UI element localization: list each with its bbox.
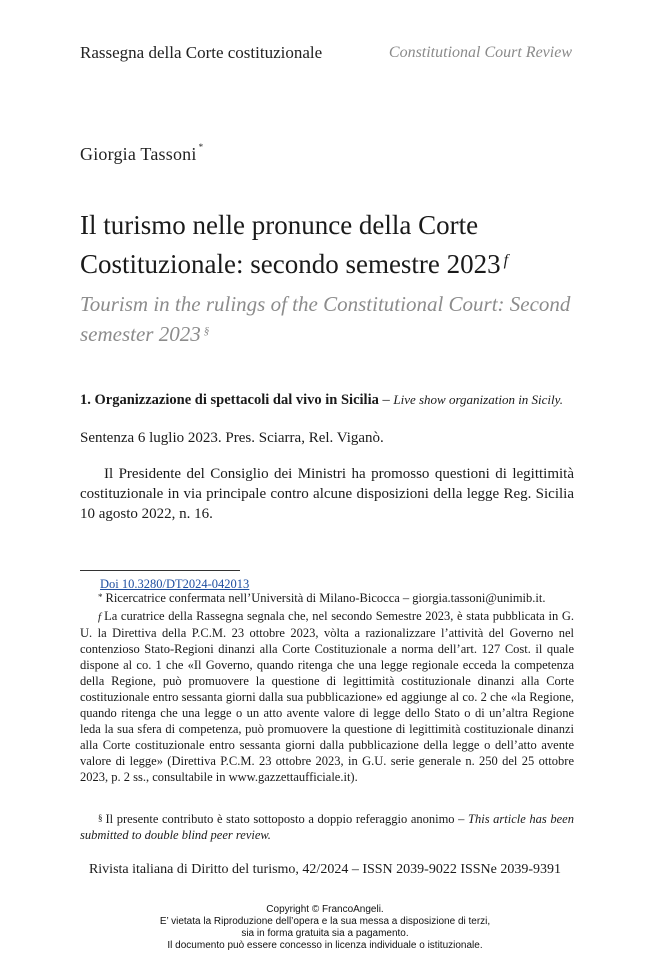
footnote-curator-mark: f xyxy=(98,611,102,623)
footnote-author-mark: * xyxy=(98,592,103,602)
copyright-line: sia in forma gratuita sia a pagamento. xyxy=(241,928,409,939)
article-title xyxy=(80,206,580,284)
section-separator: – xyxy=(378,392,394,408)
copyright-line: Copyright © FrancoAngeli. xyxy=(266,904,384,915)
footnote-curator xyxy=(80,608,574,785)
title-footnote-mark: f xyxy=(503,252,509,269)
author xyxy=(80,144,203,165)
footnote-peer-review xyxy=(80,811,574,843)
footnote-author xyxy=(80,590,574,606)
author-footnote-mark: * xyxy=(198,142,204,152)
article-title-english xyxy=(80,289,580,349)
copyright-notice xyxy=(0,904,650,952)
author-name: Giorgia Tassoni xyxy=(80,144,197,164)
journal-issn-line: Rivista italiana di Diritto del turismo, 42/2024 – ISSN 2039-9022 ISSNe 2039-9391 xyxy=(88,862,562,877)
section-heading-it: 1. Organizzazione di spettacoli dal vivo in Sicilia xyxy=(80,392,379,408)
copyright-line: E’ vietata la Riproduzione dell’opera e la sua messa a disposizione di terzi, xyxy=(159,916,491,927)
body-paragraph: Il Presidente del Consiglio dei Ministri ha promosso questioni di legittimità costituzionale in via principale contro alcune disposizioni della legge Reg. Sicilia 10 agosto 2022, n. 16. xyxy=(80,466,574,522)
footnote-peer-review-mark: § xyxy=(98,813,103,823)
running-head-right: Constitutional Court Review xyxy=(388,44,572,61)
footnote-author-text: Ricercatrice confermata nell’Università di Milano-Bicocca – giorgia.tassoni@unimib.it. xyxy=(105,591,546,605)
article-title-text: Il turismo nelle pronunce della Corte Costituzionale: secondo semestre 2023 xyxy=(80,210,501,279)
footnote-divider xyxy=(80,570,240,571)
footnote-curator-text: La curatrice della Rassegna segnala che, nel secondo Semestre 2023, è stata pubblicata in G. U. la Direttiva della P.C.M. 23 ottobre 2023, vòlta a razionalizzare l’attività del Governo nel contenzioso Stato-Regioni dinanzi alla Corte Costituzionale a norma dell’art. 127 Cost. il quale dispone al co. 1 che «Il Governo, quando ritenga che una legge regionale ecceda la competenza della Regione, può promuovere la questione di legittimità costituzionale dinanzi alla Corte costituzionale entro sessanta giorni dalla sua pubblicazione» ed aggiunge al co. 2 che «la Regione, quando ritenga che una legge o un atto avente valore di legge dello Stato o di un’altra Regione leda la sua sfera di competenza, può promuovere la questione di legittimità costituzionale dinanzi alla Corte costituzionale entro sessanta giorni dalla pubblicazione della legge o dell’atto avente valore di legge» (Direttiva P.C.M. 23 ottobre 2023, in G.U. serie generale n. 250 del 25 ottobre 2023, p. 2 ss., consultabile in www.gazzettaufficiale.it). xyxy=(80,609,574,784)
footnote-peer-review-text: Il presente contributo è stato sottoposto a doppio referaggio anonimo – xyxy=(105,812,469,826)
footnote-peer-review-en: This article has been submitted to double blind peer review. xyxy=(80,812,574,842)
section-heading-en: Live show organization in Sicily. xyxy=(393,392,563,407)
english-title-footnote-mark: § xyxy=(203,325,210,337)
section-heading xyxy=(80,392,563,409)
doi-link[interactable]: Doi 10.3280/DT2024-042013 xyxy=(100,577,250,591)
copyright-line: Il documento può essere concesso in licenza individuale o istituzionale. xyxy=(167,940,483,951)
ruling-reference: Sentenza 6 luglio 2023. Pres. Sciarra, Rel. Viganò. xyxy=(80,430,384,446)
running-head-left: Rassegna della Corte costituzionale xyxy=(80,43,323,62)
article-title-english-text: Tourism in the rulings of the Constitutional Court: Second semester 2023 xyxy=(80,292,571,346)
